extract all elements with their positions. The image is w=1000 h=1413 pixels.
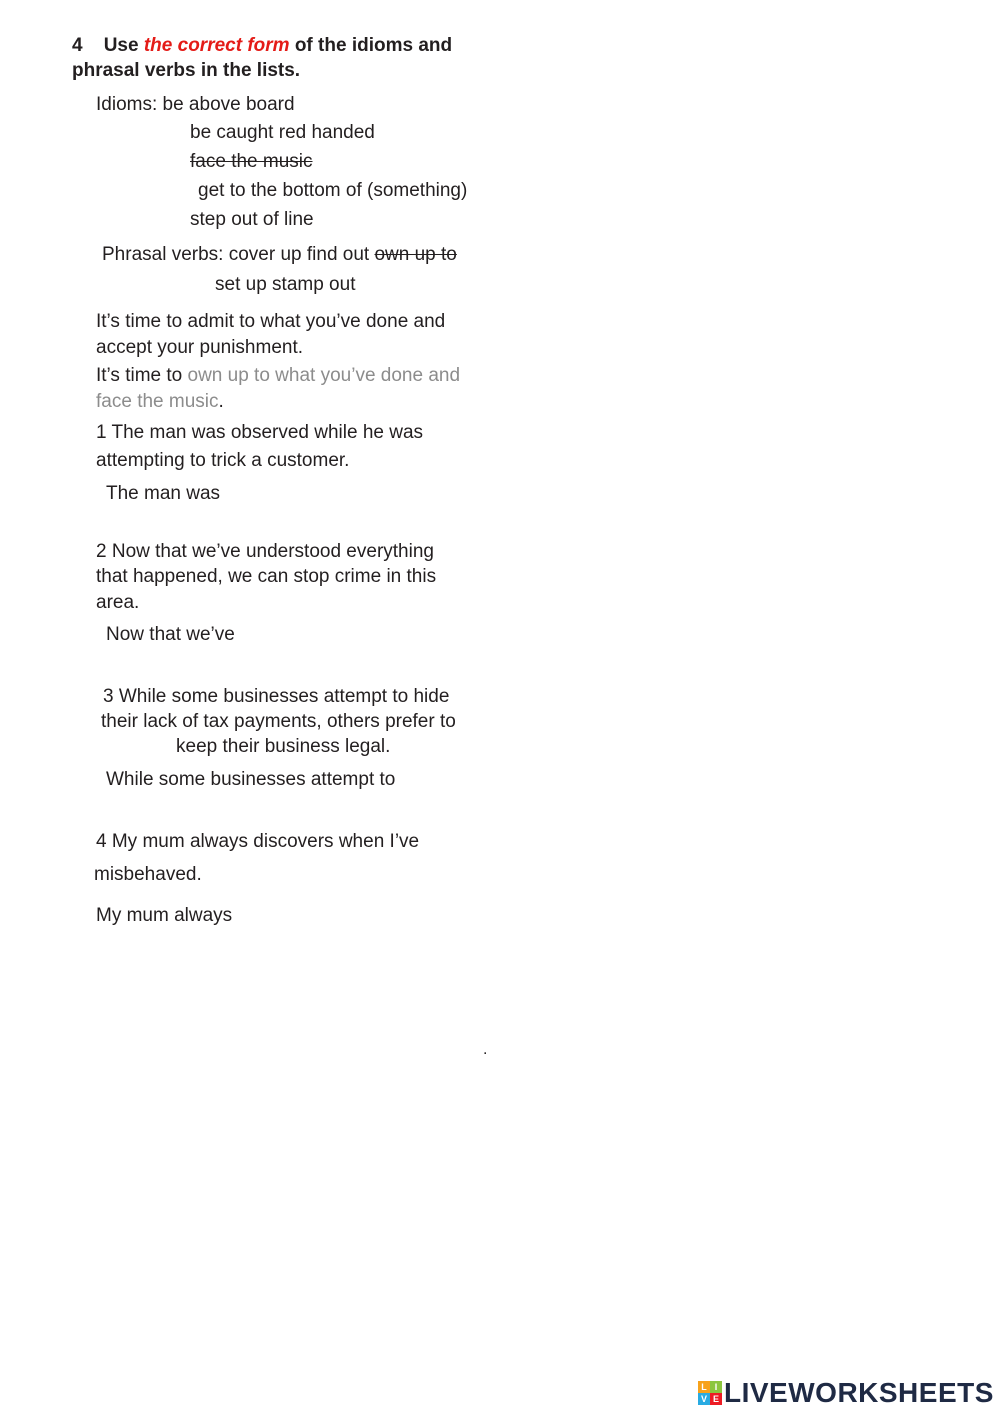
example-answer-grey: own up to what you’ve done and	[187, 365, 461, 386]
example-question-line: accept your punishment.	[96, 337, 304, 358]
question-3-stem: While some businesses attempt to	[106, 769, 396, 790]
question-1-line: attempting to trick a customer.	[96, 450, 350, 471]
instruction-number: 4	[72, 35, 83, 56]
question-3-line: keep their business legal.	[176, 736, 391, 757]
idiom-item-struck: face the music	[190, 151, 313, 172]
idiom-item: be caught red handed	[190, 122, 375, 143]
example-answer-period: .	[218, 391, 224, 412]
question-2-line: 2 Now that we’ve understood everything	[96, 541, 434, 562]
liveworksheets-logo	[698, 1378, 994, 1408]
question-3-line: 3 While some businesses attempt to hide	[103, 686, 450, 707]
question-2-line: that happened, we can stop crime in this	[96, 566, 437, 587]
example-answer-line-1	[96, 366, 460, 385]
question-3-line: their lack of tax payments, others prefer to	[101, 711, 456, 732]
question-4-stem: My mum always	[96, 905, 233, 926]
phrasal-line-2: set up stamp out	[215, 274, 356, 295]
question-1-stem: The man was	[106, 483, 221, 504]
phrasal-verbs: Phrasal verbs: cover up find out	[102, 244, 370, 265]
idiom-item: get to the bottom of (something)	[198, 180, 468, 201]
idiom-item: step out of line	[190, 209, 314, 230]
question-4-line: misbehaved.	[94, 864, 202, 885]
example-answer-pre: It’s time to	[96, 365, 183, 386]
question-4-line: 4 My mum always discovers when I’ve	[96, 831, 420, 852]
example-answer-line-2	[96, 392, 224, 411]
instruction-line-1	[72, 36, 452, 55]
instruction-pre: Use	[103, 35, 139, 56]
idioms-label: Idioms: be above board	[96, 94, 295, 115]
phrasal-struck: own up to	[374, 244, 457, 265]
question-2-line: area.	[96, 592, 140, 613]
instruction-highlight: the correct form	[143, 35, 290, 56]
liveworksheets-logo-icon: L I V E	[698, 1381, 722, 1405]
stray-dot: .	[483, 1041, 488, 1058]
question-2-stem: Now that we’ve	[106, 624, 235, 645]
instruction-post: of the idioms and	[294, 35, 453, 56]
instruction-line-2: phrasal verbs in the lists.	[72, 60, 301, 81]
question-1-line: 1 The man was observed while he was	[96, 422, 424, 443]
phrasal-line-1	[102, 245, 457, 264]
example-answer-grey: face the music	[96, 391, 219, 412]
liveworksheets-logo-text: LIVEWORKSHEETS	[724, 1377, 994, 1408]
example-question-line: It’s time to admit to what you’ve done and	[96, 311, 446, 332]
